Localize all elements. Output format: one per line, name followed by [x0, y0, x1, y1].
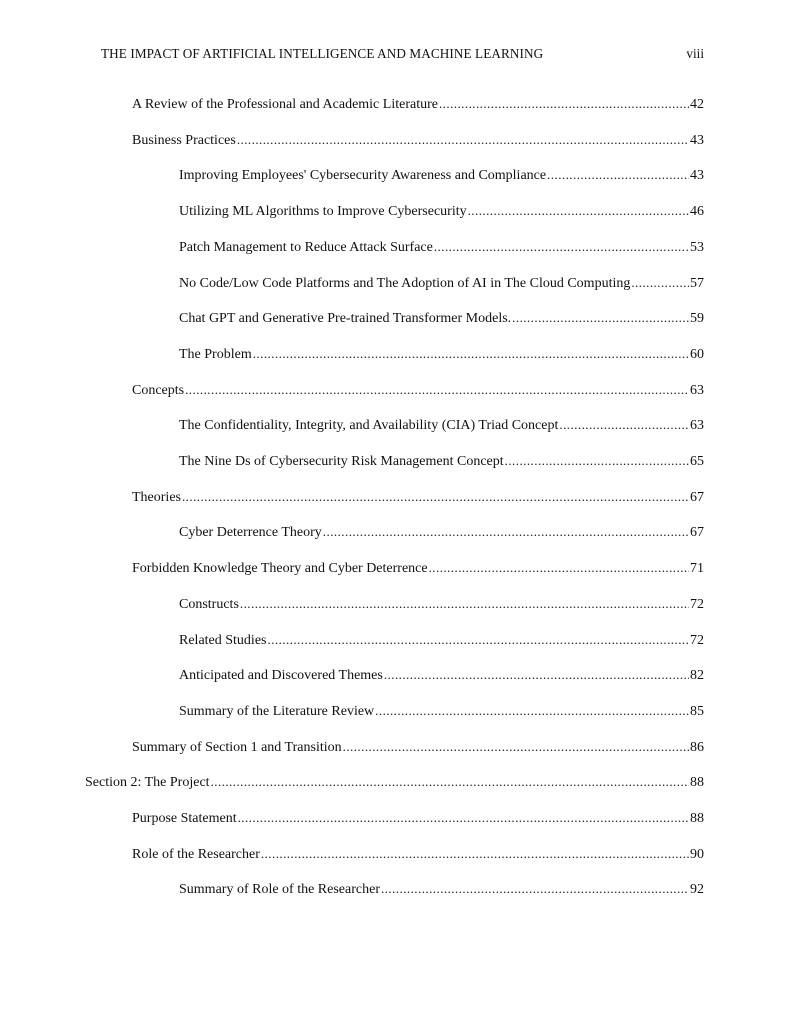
toc-entry-title: The Nine Ds of Cybersecurity Risk Management Concept — [179, 454, 504, 469]
toc-entry — [132, 808, 704, 828]
toc-dot-leader — [559, 415, 689, 435]
toc-entry-title: No Code/Low Code Platforms and The Adoption of AI in The Cloud Computing — [179, 276, 631, 291]
toc-dot-leader — [434, 237, 689, 257]
toc-dot-leader — [631, 273, 689, 293]
toc-entry-title: Role of the Researcher — [132, 847, 260, 862]
toc-dot-leader — [323, 522, 689, 542]
toc-entry — [179, 665, 704, 685]
toc-entry — [132, 487, 704, 507]
toc-entry — [132, 380, 704, 400]
toc-entry — [179, 522, 704, 542]
toc-entry-title: Anticipated and Discovered Themes — [179, 668, 383, 683]
toc-entry-page-number: 90 — [690, 847, 704, 862]
toc-entry-title: Summary of the Literature Review — [179, 704, 375, 719]
toc-entry-title: Summary of Role of the Researcher — [179, 882, 380, 897]
toc-entry — [179, 879, 704, 899]
toc-dot-leader — [505, 451, 689, 471]
toc-dot-leader — [268, 630, 690, 650]
toc-entry — [179, 237, 704, 257]
toc-entry-page-number: 72 — [690, 633, 704, 648]
toc-dot-leader — [211, 772, 689, 792]
toc-entry-page-number: 72 — [690, 597, 704, 612]
toc-dot-leader — [185, 380, 689, 400]
toc-entry-page-number: 46 — [690, 204, 704, 219]
toc-entry-title: Patch Management to Reduce Attack Surface — [179, 240, 433, 255]
toc-entry-page-number: 92 — [690, 882, 704, 897]
toc-entry — [179, 165, 704, 185]
toc-entry-title: The Confidentiality, Integrity, and Availability (CIA) Triad Concept — [179, 418, 559, 433]
page-number: viii — [686, 46, 704, 61]
toc-entry — [179, 344, 704, 364]
toc-dot-leader — [547, 165, 689, 185]
toc-entry-page-number: 71 — [690, 561, 704, 576]
toc-entry-title: Utilizing ML Algorithms to Improve Cybersecurity — [179, 204, 467, 219]
toc-dot-leader — [381, 879, 689, 899]
toc-entry — [179, 630, 704, 650]
toc-dot-leader — [238, 808, 689, 828]
toc-entry-title: Constructs — [179, 597, 239, 612]
toc-entry-page-number: 43 — [690, 168, 704, 183]
toc-entry-title: The Problem — [179, 347, 252, 362]
toc-entry-title: Theories — [132, 490, 181, 505]
toc-dot-leader — [343, 737, 689, 757]
toc-entry-title: Summary of Section 1 and Transition — [132, 740, 342, 755]
toc-entry — [179, 273, 704, 293]
toc-entry — [85, 772, 704, 792]
toc-dot-leader — [429, 558, 689, 578]
toc-entry — [179, 308, 704, 328]
toc-dot-leader — [439, 94, 689, 114]
toc-entry-title: Related Studies — [179, 633, 267, 648]
toc-entry — [179, 201, 704, 221]
toc-entry — [132, 558, 704, 578]
toc-entry — [132, 130, 704, 150]
toc-dot-leader — [253, 344, 689, 364]
toc-entry-title: Section 2: The Project — [85, 775, 210, 790]
toc-dot-leader — [240, 594, 689, 614]
toc-entry-page-number: 63 — [690, 418, 704, 433]
toc-dot-leader — [261, 844, 689, 864]
toc-dot-leader — [237, 130, 689, 150]
toc-entry-title: Concepts — [132, 383, 185, 398]
toc-entry-title: Cyber Deterrence Theory — [179, 525, 322, 540]
toc-entry-page-number: 43 — [690, 133, 704, 148]
toc-entry-title: Purpose Statement — [132, 811, 237, 826]
toc-dot-leader — [468, 201, 689, 221]
toc-entry-page-number: 63 — [690, 383, 704, 398]
toc-entry-title: Business Practices — [132, 133, 236, 148]
toc-entry — [132, 737, 704, 757]
toc-entry — [179, 594, 704, 614]
toc-entry-page-number: 67 — [690, 525, 704, 540]
toc-entry-title: A Review of the Professional and Academic Literature — [132, 97, 438, 112]
toc-entry — [179, 701, 704, 721]
toc-entry-page-number: 42 — [690, 97, 704, 112]
toc-entry-title: Chat GPT and Generative Pre-trained Transformer Models. — [179, 311, 512, 326]
toc-entry-page-number: 88 — [690, 775, 704, 790]
toc-entry-page-number: 60 — [690, 347, 704, 362]
toc-dot-leader — [512, 308, 689, 328]
toc-entry-page-number: 82 — [690, 668, 704, 683]
toc-entry-page-number: 59 — [690, 311, 704, 326]
toc-entry-page-number: 65 — [690, 454, 704, 469]
toc-dot-leader — [384, 665, 689, 685]
toc-dot-leader — [182, 487, 689, 507]
toc-entry-page-number: 53 — [690, 240, 704, 255]
toc-entry-page-number: 88 — [690, 811, 704, 826]
toc-entry — [179, 451, 704, 471]
toc-entry-page-number: 86 — [690, 740, 704, 755]
toc-entry-page-number: 57 — [690, 276, 704, 291]
toc-entry — [179, 415, 704, 435]
toc-entry-page-number: 67 — [690, 490, 704, 505]
toc-entry-title: Improving Employees' Cybersecurity Awareness and Compliance — [179, 168, 547, 183]
toc-entry-page-number: 85 — [690, 704, 704, 719]
toc-entry — [132, 94, 704, 114]
toc-dot-leader — [375, 701, 689, 721]
toc-entry-title: Forbidden Knowledge Theory and Cyber Deterrence — [132, 561, 428, 576]
running-head: THE IMPACT OF ARTIFICIAL INTELLIGENCE AND MACHINE LEARNING — [101, 46, 544, 61]
toc-entry — [132, 844, 704, 864]
